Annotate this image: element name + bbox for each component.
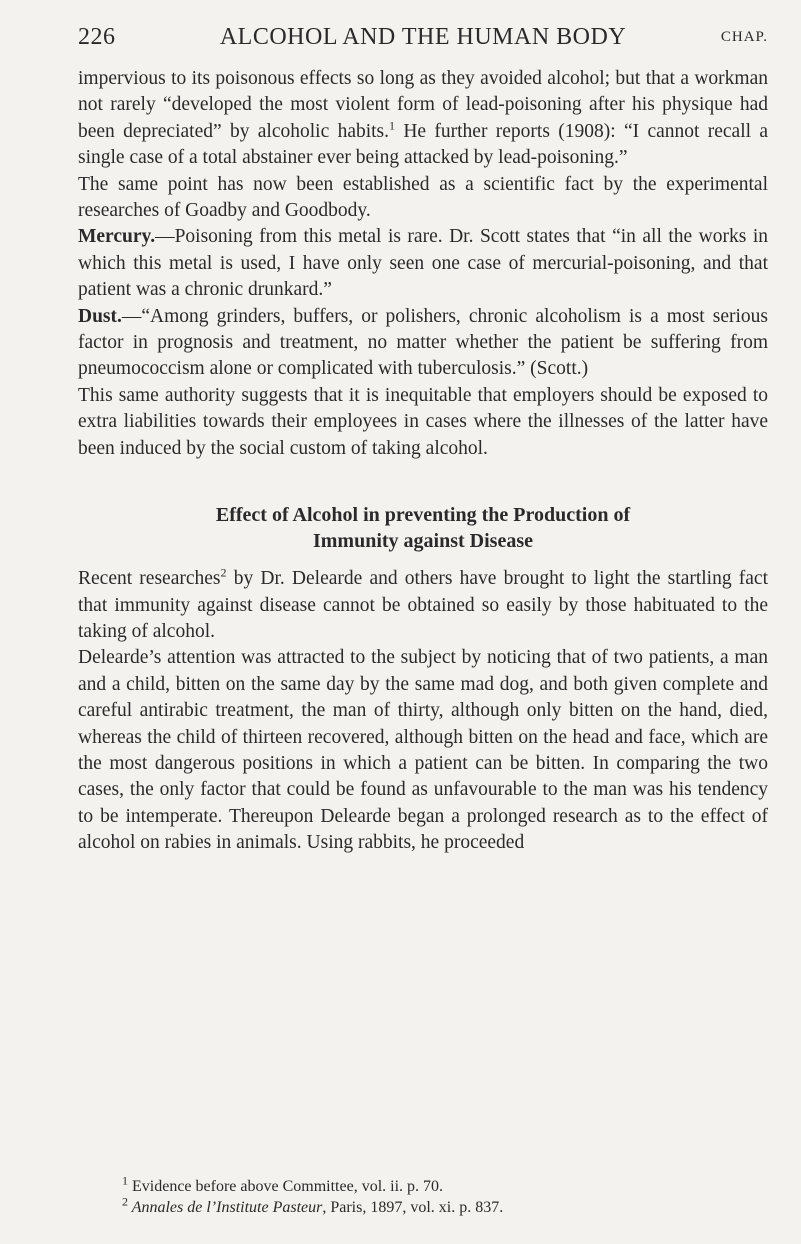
footnote-journal-title: Annales de l’Institute Pasteur bbox=[128, 1199, 323, 1216]
paragraph-text: —Poisoning from this metal is rare. Dr. Scott states that “in all the works in which this metal is used, I have only seen one case of mercurial-poisoning, and that patient was a chronic drunkard.” bbox=[78, 226, 768, 301]
paragraph-lead-poisoning bbox=[78, 66, 768, 172]
section-heading bbox=[78, 502, 768, 554]
paragraph-text: —“Among grinders, buffers, or polishers, chronic alcoholism is a most serious factor in prognosis and treatment, no matter whether the patient be suffering from pneumococcism alone or complicated with tuberculosis.” (Scott.) bbox=[78, 305, 768, 380]
page-header bbox=[78, 24, 768, 54]
paragraph-delearde: Delearde’s attention was attracted to the subject by noticing that of two patients, a man and a child, bitten on the same day by the same mad dog, and both given complete and careful antirabic treatment, the man of thirty, although only bitten on the hand, died, whereas the child of thirteen recovered, although bitten on the head and face, which are the most dangerous positions in which a patient can be bitten. In comparing the two cases, the only factor that could be found as unfavourable to the man was his tendency to be intemperate. Thereupon Delearde began a prolonged research as to the effect of alcohol on rabies in animals. Using rabbits, he proceeded bbox=[78, 647, 768, 854]
running-title: ALCOHOL AND THE HUMAN BODY bbox=[219, 24, 627, 50]
footnote-2 bbox=[78, 1194, 768, 1218]
page-body bbox=[78, 66, 768, 857]
paragraph-text: He further reports (1908): “I cannot recall a single case of a total abstainer ever being attacked by lead-poisoning.” bbox=[78, 120, 769, 169]
footnote-text: , Paris, 1897, vol. xi. p. 837. bbox=[322, 1199, 504, 1216]
paragraph-recent-researches bbox=[78, 566, 768, 645]
paragraph-text: impervious to its poisonous effects so long as they avoided alcohol; but that a workman not rarely “developed the most violent form of lead-poisoning after his physique had been depreciated” by alcoholic habits. bbox=[78, 68, 768, 142]
section-heading-line-1: Effect of Alcohol in preventing the Production of bbox=[215, 504, 631, 527]
section-heading-line-2: Immunity against Disease bbox=[312, 530, 533, 553]
footnote-mark: 2 bbox=[122, 1194, 128, 1209]
footnote-text: Evidence before above Committee, vol. ii. p. 70. bbox=[128, 1178, 444, 1195]
paragraph-mercury bbox=[78, 224, 768, 303]
chapter-label: CHAP. bbox=[720, 29, 768, 45]
paragraph-text: by Dr. Delearde and others have brought to light the startling fact that immunity against disease cannot be obtained so easily by those habituated to the taking of alcohol. bbox=[78, 568, 768, 642]
page-number: 226 bbox=[78, 24, 116, 50]
paragraph-goadby: The same point has now been established as a scientific fact by the experimental researches of Goadby and Goodbody. bbox=[78, 173, 768, 222]
footnote-ref-2: 2 bbox=[220, 565, 227, 580]
paragraph-employers: This same authority suggests that it is inequitable that employers should be exposed to extra liabilities towards their employees in cases where the illnesses of the latter have been induced by the social custom of taking alcohol. bbox=[78, 384, 768, 459]
paragraph-dust bbox=[78, 304, 768, 383]
paragraph-text: Recent researches bbox=[78, 568, 221, 590]
footnotes bbox=[78, 1173, 768, 1218]
footnote-mark: 1 bbox=[122, 1173, 128, 1188]
footnote-1 bbox=[78, 1173, 768, 1197]
run-in-heading-mercury: Mercury. bbox=[78, 226, 156, 248]
footnote-ref-1: 1 bbox=[389, 118, 396, 133]
run-in-heading-dust: Dust. bbox=[78, 305, 122, 327]
